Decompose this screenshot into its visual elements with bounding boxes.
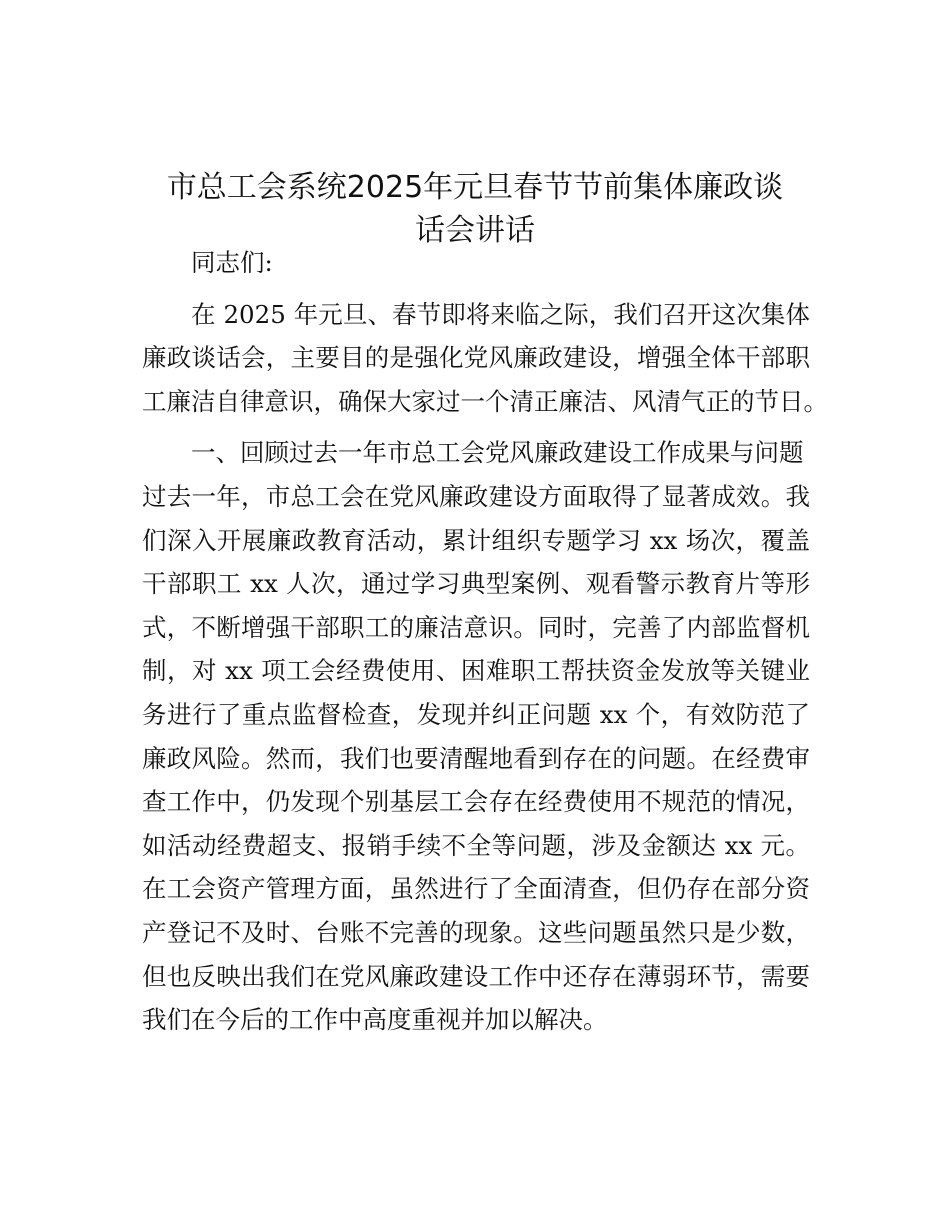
paragraph-line: 工廉洁自律意识，确保大家过一个清正廉洁、风清气正的节日。 (142, 386, 828, 416)
section-heading: 一、回顾过去一年市总工会党风廉政建设工作成果与问题 (191, 438, 804, 468)
paragraph-line: 干部职工 xx 人次，通过学习典型案例、观看警示教育片等形 (142, 569, 810, 599)
paragraph-line: 制，对 xx 项工会经费使用、困难职工帮扶资金发放等关键业 (142, 656, 810, 686)
greeting: 同志们: (191, 248, 273, 277)
paragraph-line: 如活动经费超支、报销手续不全等问题，涉及金额达 xx 元。 (142, 830, 810, 860)
paragraph-line: 在工会资产管理方面，虽然进行了全面清查，但仍存在部分资 (142, 874, 810, 904)
paragraph-line: 们深入开展廉政教育活动，累计组织专题学习 xx 场次，覆盖 (142, 525, 810, 555)
paragraph-line: 产登记不及时、台账不完善的现象。这些问题虽然只是少数， (142, 917, 810, 947)
paragraph-line: 但也反映出我们在党风廉政建设工作中还存在薄弱环节，需要 (142, 961, 810, 991)
title-line: 话会讲话 (415, 213, 535, 248)
paragraph-line: 式，不断增强干部职工的廉洁意识。同时，完善了内部监督机 (142, 612, 810, 642)
paragraph-line: 过去一年，市总工会在党风廉政建设方面取得了显著成效。我 (142, 481, 810, 511)
paragraph-line: 我们在今后的工作中高度重视并加以解决。 (142, 1005, 608, 1035)
paragraph-line: 查工作中，仍发现个别基层工会存在经费使用不规范的情况， (142, 787, 810, 817)
title-line: 市总工会系统2025年元旦春节节前集体廉政谈 (166, 170, 784, 205)
paragraph-line: 廉政风险。然而，我们也要清醒地看到存在的问题。在经费审 (142, 743, 810, 773)
document-body (142, 241, 828, 1042)
document-title (140, 166, 810, 252)
paragraph-line: 在 2025 年元旦、春节即将来临之际，我们召开这次集体 (191, 299, 810, 329)
paragraph-line: 廉政谈话会，主要目的是强化党风廉政建设，增强全体干部职 (142, 343, 810, 373)
paragraph-line: 务进行了重点监督检查，发现并纠正问题 xx 个，有效防范了 (142, 699, 810, 729)
